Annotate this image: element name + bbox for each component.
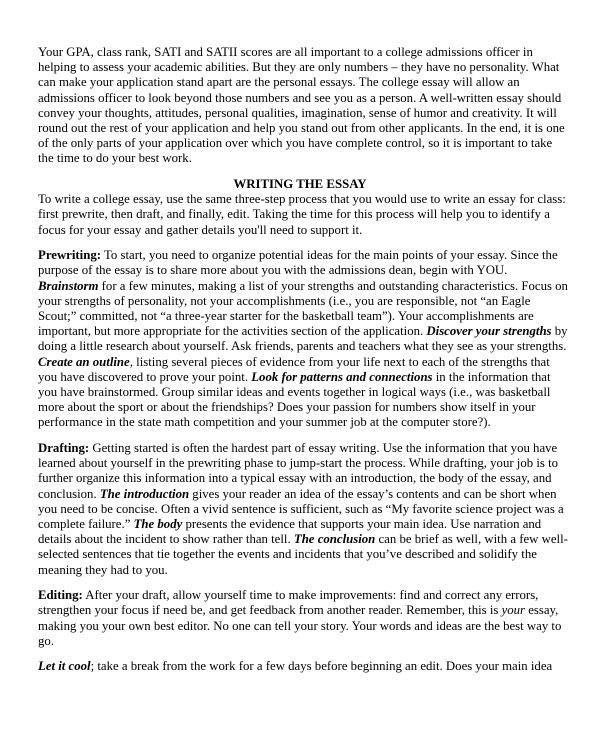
text-line: first prewrite, then draft, and finally, edit. Taking the time for this process will help you to identify a [38,207,550,222]
text-line: of the only parts of your application over which you have complete control, so it is important to take [38,136,553,151]
text-line: helping to assess your academic abilities. But they are only numbers – they have no personality. What [38,60,560,75]
text-line: further organize this information into a typical essay with an introduction, the body of the essay, and [38,471,552,486]
prewriting-paragraph [38,248,568,430]
text-line: focus for your essay and gather details you'll need to support it. [38,222,363,237]
paragraph-gap [38,431,568,442]
paragraph-gap [38,238,568,249]
text-line: details about the incident to show rather than tell. The conclusion can be brief as well, with a few well- [38,532,568,547]
drafting-label: Drafting: [38,441,90,455]
prewriting-label: Prewriting: [38,248,102,263]
editing-paragraph [38,588,568,649]
brainstorm-term: Brainstorm [38,278,99,293]
text-line: To write a college essay, use the same three-step process that you would use to write an essay for class: [38,192,566,207]
text-line: important, but more appropriate for the activities section of the application. Discover your strengths by [38,324,568,339]
text-line: Scout;” committed, not “a three-year starter for the basketball team”). Your accomplishments are [38,309,534,323]
text-line: you need to be concise. Often a vivid sentence is sufficient, such as “My favorite science project was a [38,501,564,516]
text-line: making you your own best editor. No one can tell your story. Your words and ideas are the best way to [38,618,562,633]
text-line: Create an outline, listing several pieces of evidence from your life next to each of the strengths that [38,354,550,369]
paragraph-gap [38,578,568,589]
text-line: strengthen your focus if need be, and get feedback from another reader. Remember, this is your essay, [38,603,559,618]
text-line: Let it cool; take a break from the work for a few days before beginning an edit. Does your main idea [38,659,553,674]
discover-strengths-term: Discover your strengths [426,324,552,339]
text-line: you have brainstormed. Group similar ideas and events together in logical ways (i.e., was basketball [38,384,551,399]
paragraph-gap [38,649,568,660]
text-line: performance in the state math competition and your summer job at the computer store?). [38,415,491,430]
patterns-term: Look for patterns and connections [251,369,433,384]
text-line: round out the rest of your application and help you stand out from other applicants. In the end, it is one [38,120,565,135]
text-line: meaning they had to you. [38,562,168,577]
text-line: Drafting: Getting started is often the hardest part of essay writing. Use the information that you have [38,441,558,455]
your-emphasis: your [501,603,526,618]
text-line: your strengths of personality, not your accomplishments (i.e., you are responsible, not “an Eagle [38,293,531,308]
text-line: selected sentences that tie together the events and incidents that you’ve described and solidify the [38,547,537,562]
text-line: complete failure.” The body presents the evidence that supports your main idea. Use narration and [38,516,542,531]
text-line: you have discovered to prove your point. Look for patterns and connections in the information that [38,369,551,384]
paragraph-gap [38,167,568,178]
text-line: Editing: After your draft, allow yourself time to make improvements: find and correct any errors, [38,588,539,603]
text-line: learned about yourself in the prewriting phase to jump-start the process. While drafting, your job is to [38,456,559,471]
drafting-paragraph [38,441,568,578]
text-line: Brainstorm for a few minutes, making a list of your strengths and outstanding characteristics. Focus on [38,278,568,293]
text-line: go. [38,633,54,648]
text-line: purpose of the essay is to share more about you with the admissions dean, begin with YOU. [38,263,508,278]
let-it-cool-label: Let it cool [38,659,91,674]
text-line: can make your application stand apart are the personal essays. The college essay will allow an [38,75,520,90]
intro-paragraph [38,45,568,167]
text-line: conclusion. The introduction gives your reader an idea of the essay’s contents and can be short when [38,486,557,501]
introduction-term: The introduction [99,486,190,501]
let-it-cool-paragraph [38,659,568,674]
conclusion-term: The conclusion [293,532,376,547]
text-line: the time to do your best work. [38,151,192,166]
create-outline-term: Create an outline [38,354,130,369]
document-page [38,45,568,675]
text-line: Prewriting: To start, you need to organize potential ideas for the main points of your essay. Since the [38,248,558,263]
section-intro-paragraph [38,192,568,238]
text-line: convey your thoughts, attitudes, personal qualities, imagination, sense of humor and creativity. It will [38,105,557,120]
body-term: The body [133,516,183,531]
section-heading: WRITING THE ESSAY [233,177,367,191]
text-line: Your GPA, class rank, SATI and SATII scores are all important to a college admissions officer in [38,45,533,59]
text-line: admissions officer to look beyond those numbers and see you as a person. A well-written essay should [38,90,562,105]
text-line: doing a little research about yourself. Ask friends, parents and teachers what they see as your strengths. [38,339,567,354]
text-line: more about the sport or about the friendships? Does your passion for numbers show itself in your [38,400,536,415]
editing-label: Editing: [38,588,83,603]
